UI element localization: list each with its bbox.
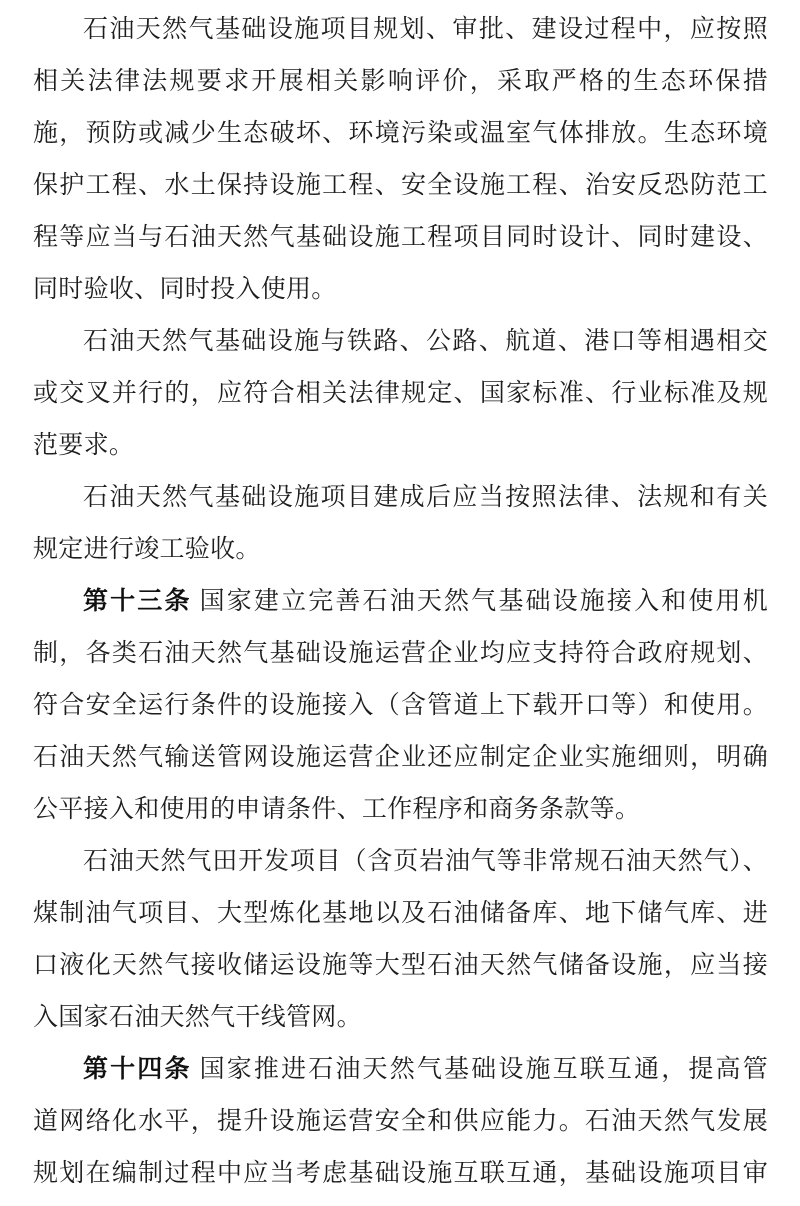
text-line: 石油天然气基础设施与铁路、公路、航道、港口等相遇相交 bbox=[83, 328, 768, 355]
text-line: 或交叉并行的，应符合相关法律规定、国家标准、行业标准及规 bbox=[33, 380, 768, 407]
line-text: 国家建立完善石油天然气基础设施接入和使用机 bbox=[199, 588, 768, 615]
article-number: 第十四条 bbox=[83, 1056, 192, 1083]
text-line: 石油天然气田开发项目（含页岩油气等非常规石油天然气）、 bbox=[83, 848, 768, 875]
text-line: 入国家石油天然气干线管网。 bbox=[33, 1004, 362, 1031]
text-line bbox=[33, 576, 768, 628]
article-number: 第十三条 bbox=[83, 588, 192, 615]
text-line: 公平接入和使用的申请条件、工作程序和商务条款等。 bbox=[33, 796, 641, 823]
paragraph bbox=[33, 472, 768, 576]
text-line: 规定进行竣工验收。 bbox=[33, 536, 261, 563]
text-line: 口液化天然气接收储运设施等大型石油天然气储备设施，应当接 bbox=[33, 952, 768, 979]
text-line: 保护工程、水土保持设施工程、安全设施工程、治安反恐防范工 bbox=[33, 172, 768, 199]
text-line: 煤制油气项目、大型炼化基地以及石油储备库、地下储气库、进 bbox=[33, 900, 768, 927]
text-line: 同时验收、同时投入使用。 bbox=[33, 276, 337, 303]
paragraph bbox=[33, 4, 768, 316]
text-line: 施，预防或减少生态破坏、环境污染或温室气体排放。生态环境 bbox=[33, 120, 768, 147]
text-line: 石油天然气基础设施项目规划、审批、建设过程中，应按照 bbox=[83, 16, 768, 43]
text-line: 范要求。 bbox=[33, 432, 135, 459]
text-line: 石油天然气输送管网设施运营企业还应制定企业实施细则，明确 bbox=[33, 744, 768, 771]
paragraph bbox=[33, 576, 768, 836]
paragraph bbox=[33, 316, 768, 472]
text-line: 程等应当与石油天然气基础设施工程项目同时设计、同时建设、 bbox=[33, 224, 768, 251]
text-line: 石油天然气基础设施项目建成后应当按照法律、法规和有关 bbox=[83, 484, 768, 511]
text-line: 规划在编制过程中应当考虑基础设施互联互通，基础设施项目审 bbox=[33, 1160, 768, 1187]
text-line: 制，各类石油天然气基础设施运营企业均应支持符合政府规划、 bbox=[33, 640, 768, 667]
text-line: 道网络化水平，提升设施运营安全和供应能力。石油天然气发展 bbox=[33, 1108, 768, 1135]
text-line: 相关法律法规要求开展相关影响评价，采取严格的生态环保措 bbox=[33, 68, 768, 95]
paragraph bbox=[33, 836, 768, 1044]
line-text: 国家推进石油天然气基础设施互联互通，提高管 bbox=[199, 1056, 768, 1083]
text-line: 符合安全运行条件的设施接入（含管道上下载开口等）和使用。 bbox=[33, 692, 768, 719]
paragraph bbox=[33, 1044, 768, 1200]
text-line bbox=[33, 1044, 768, 1096]
